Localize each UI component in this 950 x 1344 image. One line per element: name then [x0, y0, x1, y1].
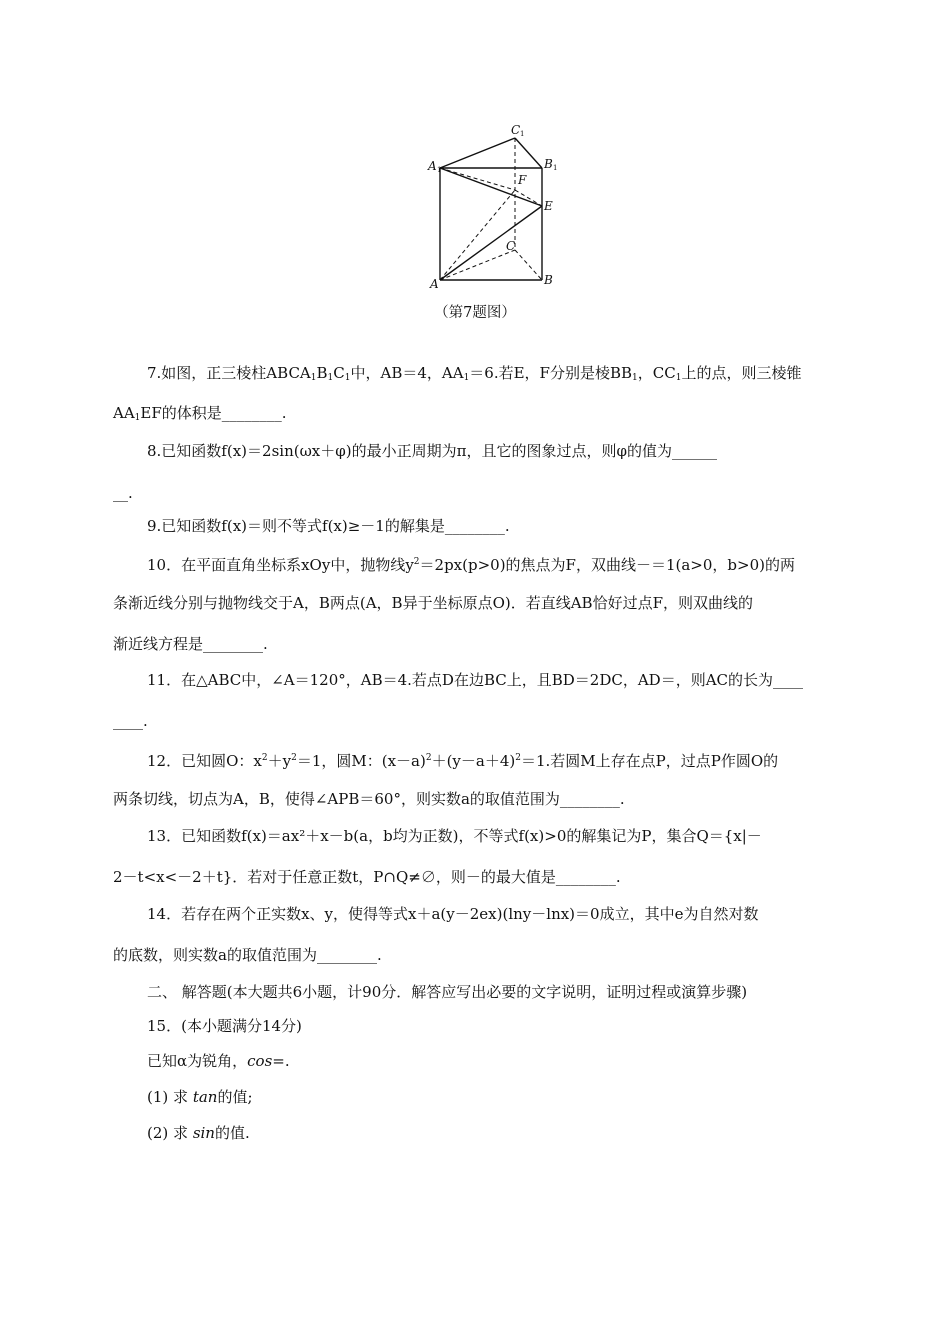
label-a: A — [430, 277, 439, 291]
label-e: E — [544, 199, 553, 213]
label-b1: B — [544, 157, 553, 171]
svg-text:1: 1 — [437, 166, 442, 174]
svg-text:1: 1 — [553, 164, 558, 172]
q15-part1: (1) 求 tan的值; — [147, 1088, 253, 1106]
q15-part2: (2) 求 sin的值. — [147, 1124, 250, 1142]
edge-ac — [440, 250, 515, 280]
edge-a1e — [440, 168, 542, 206]
edge-a1f — [440, 168, 515, 190]
prism-diagram — [410, 120, 570, 295]
label-b: B — [544, 273, 553, 287]
label-c1: C — [511, 123, 521, 137]
label-f: F — [518, 173, 527, 187]
q11-line2: ____. — [113, 712, 148, 730]
q13-line2: 2－t<x<－2＋t}．若对于任意正数t，P∩Q≠∅，则－的最大值是________. — [113, 868, 621, 886]
prism-figure — [410, 120, 570, 295]
q12-line1: 12．已知圆O：$x^2+y^2=1$，圆M：$(x-a)^2+(y-a+4)^2=1$.若圆M上存在点P，过点P作圆O的 — [147, 752, 779, 770]
edge-c1b1 — [515, 138, 542, 168]
q12-line2: 两条切线，切点为A，B，使得∠APB＝60°，则实数a的取值范围为________. — [113, 790, 625, 808]
svg-text:1: 1 — [520, 130, 525, 138]
q10-line3: 渐近线方程是________. — [113, 635, 268, 653]
q10-line2: 条渐近线分别与抛物线交于A，B两点(A，B异于坐标原点O)．若直线AB恰好过点F，则双曲线的 — [113, 594, 753, 612]
edge-cb — [515, 250, 542, 280]
q15-head: 15．(本小题满分14分) — [147, 1017, 302, 1035]
q15-line1: 已知α为锐角，cos=. — [147, 1052, 290, 1070]
q9-line1: 9.已知函数f(x)＝则不等式f(x)≥－1的解集是________. — [147, 517, 510, 535]
label-a1: A — [428, 159, 437, 173]
q14-line2: 的底数，则实数a的取值范围为________. — [113, 946, 382, 964]
q7-line1: 7.如图，正三棱柱$ABCA_1B_1C_1$中，AB＝4，$AA_1=6$.若E，F分别是棱$BB_1$，$CC_1$上的点，则三棱锥 — [147, 364, 802, 383]
q7-line2: $AA_1EF$的体积是________. — [113, 404, 287, 423]
q10-line1: 10．在平面直角坐标系xOy中，抛物线$y^2=2px(p>0)$的焦点为F，双曲线－＝1(a>0，b>0)的两 — [147, 556, 795, 574]
edge-ae — [440, 206, 542, 280]
q11-line1: 11．在△ABC中，∠A＝120°，AB＝4.若点D在边BC上，且BD＝2DC，AD＝，则AC的长为____ — [147, 671, 804, 689]
q13-line1: 13．已知函数f(x)＝ax²＋x－b(a，b均为正数)，不等式f(x)>0的解集记为P，集合Q＝{x|－ — [147, 827, 762, 845]
edge-a1c1 — [440, 138, 515, 168]
figure-caption: （第7题图） — [434, 305, 516, 321]
edge-af — [440, 190, 515, 280]
q8-line1: 8.已知函数f(x)＝2sin(ωx＋φ)的最小正周期为π，且它的图象过点，则φ的值为______ — [147, 442, 717, 460]
q8-line2: __. — [113, 484, 133, 502]
label-c: C — [506, 239, 516, 253]
q14-line1: 14．若存在两个正实数x、y，使得等式x＋a(y－2ex)(lny－lnx)＝0成立，其中e为自然对数 — [147, 905, 759, 923]
section2-title: 二、 解答题(本大题共6小题，计90分．解答应写出必要的文字说明，证明过程或演算步骤) — [147, 983, 748, 1001]
